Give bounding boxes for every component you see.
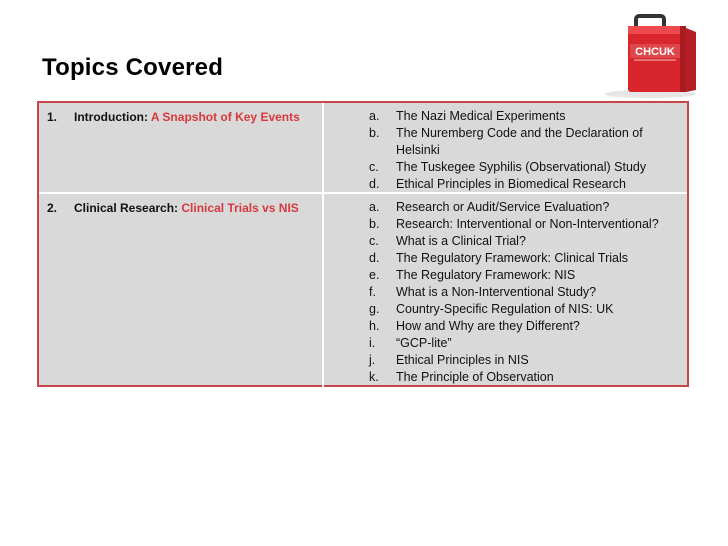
list-item: c. The Tuskegee Syphilis (Observational) Study xyxy=(369,160,647,174)
list-item: f. What is a Non-Interventional Study? xyxy=(369,285,597,299)
topic-highlight: A Snapshot of Key Events xyxy=(150,110,300,124)
column-divider xyxy=(322,194,324,387)
topic-label: Introduction: xyxy=(74,110,148,124)
list-item: d. Ethical Principles in Biomedical Research xyxy=(369,177,626,191)
topic-number: 2. xyxy=(47,201,58,215)
list-item: e. The Regulatory Framework: NIS xyxy=(369,268,576,282)
topic-heading xyxy=(47,110,300,124)
subtopic-list xyxy=(369,108,681,193)
list-item: j. Ethical Principles in NIS xyxy=(369,353,529,367)
topic-highlight: Clinical Trials vs NIS xyxy=(181,201,299,215)
table-row xyxy=(39,194,687,387)
chcuk-logo xyxy=(598,14,702,98)
list-item: a. Research or Audit/Service Evaluation? xyxy=(369,200,610,214)
list-item: k. The Principle of Observation xyxy=(369,370,554,384)
list-item: i. “GCP-lite” xyxy=(369,336,452,350)
list-item: c. What is a Clinical Trial? xyxy=(369,234,526,248)
topic-label: Clinical Research: xyxy=(74,201,179,215)
list-item: a. The Nazi Medical Experiments xyxy=(369,109,566,123)
topic-heading xyxy=(47,201,299,215)
column-divider xyxy=(322,103,324,192)
topic-number: 1. xyxy=(47,110,58,124)
page-title: Topics Covered xyxy=(42,54,224,81)
list-item: b. The Nuremberg Code and the Declaration of Helsinki xyxy=(369,126,643,157)
list-item: g. Country-Specific Regulation of NIS: UK xyxy=(369,302,614,316)
subtopic-list xyxy=(369,199,681,386)
list-item: d. The Regulatory Framework: Clinical Trials xyxy=(369,251,629,265)
list-item: h. How and Why are they Different? xyxy=(369,319,580,333)
table-row xyxy=(39,103,687,194)
topics-table xyxy=(37,101,689,387)
logo-brand-text: CHCUK xyxy=(635,46,675,58)
list-item: b. Research: Interventional or Non-Interventional? xyxy=(369,217,659,231)
